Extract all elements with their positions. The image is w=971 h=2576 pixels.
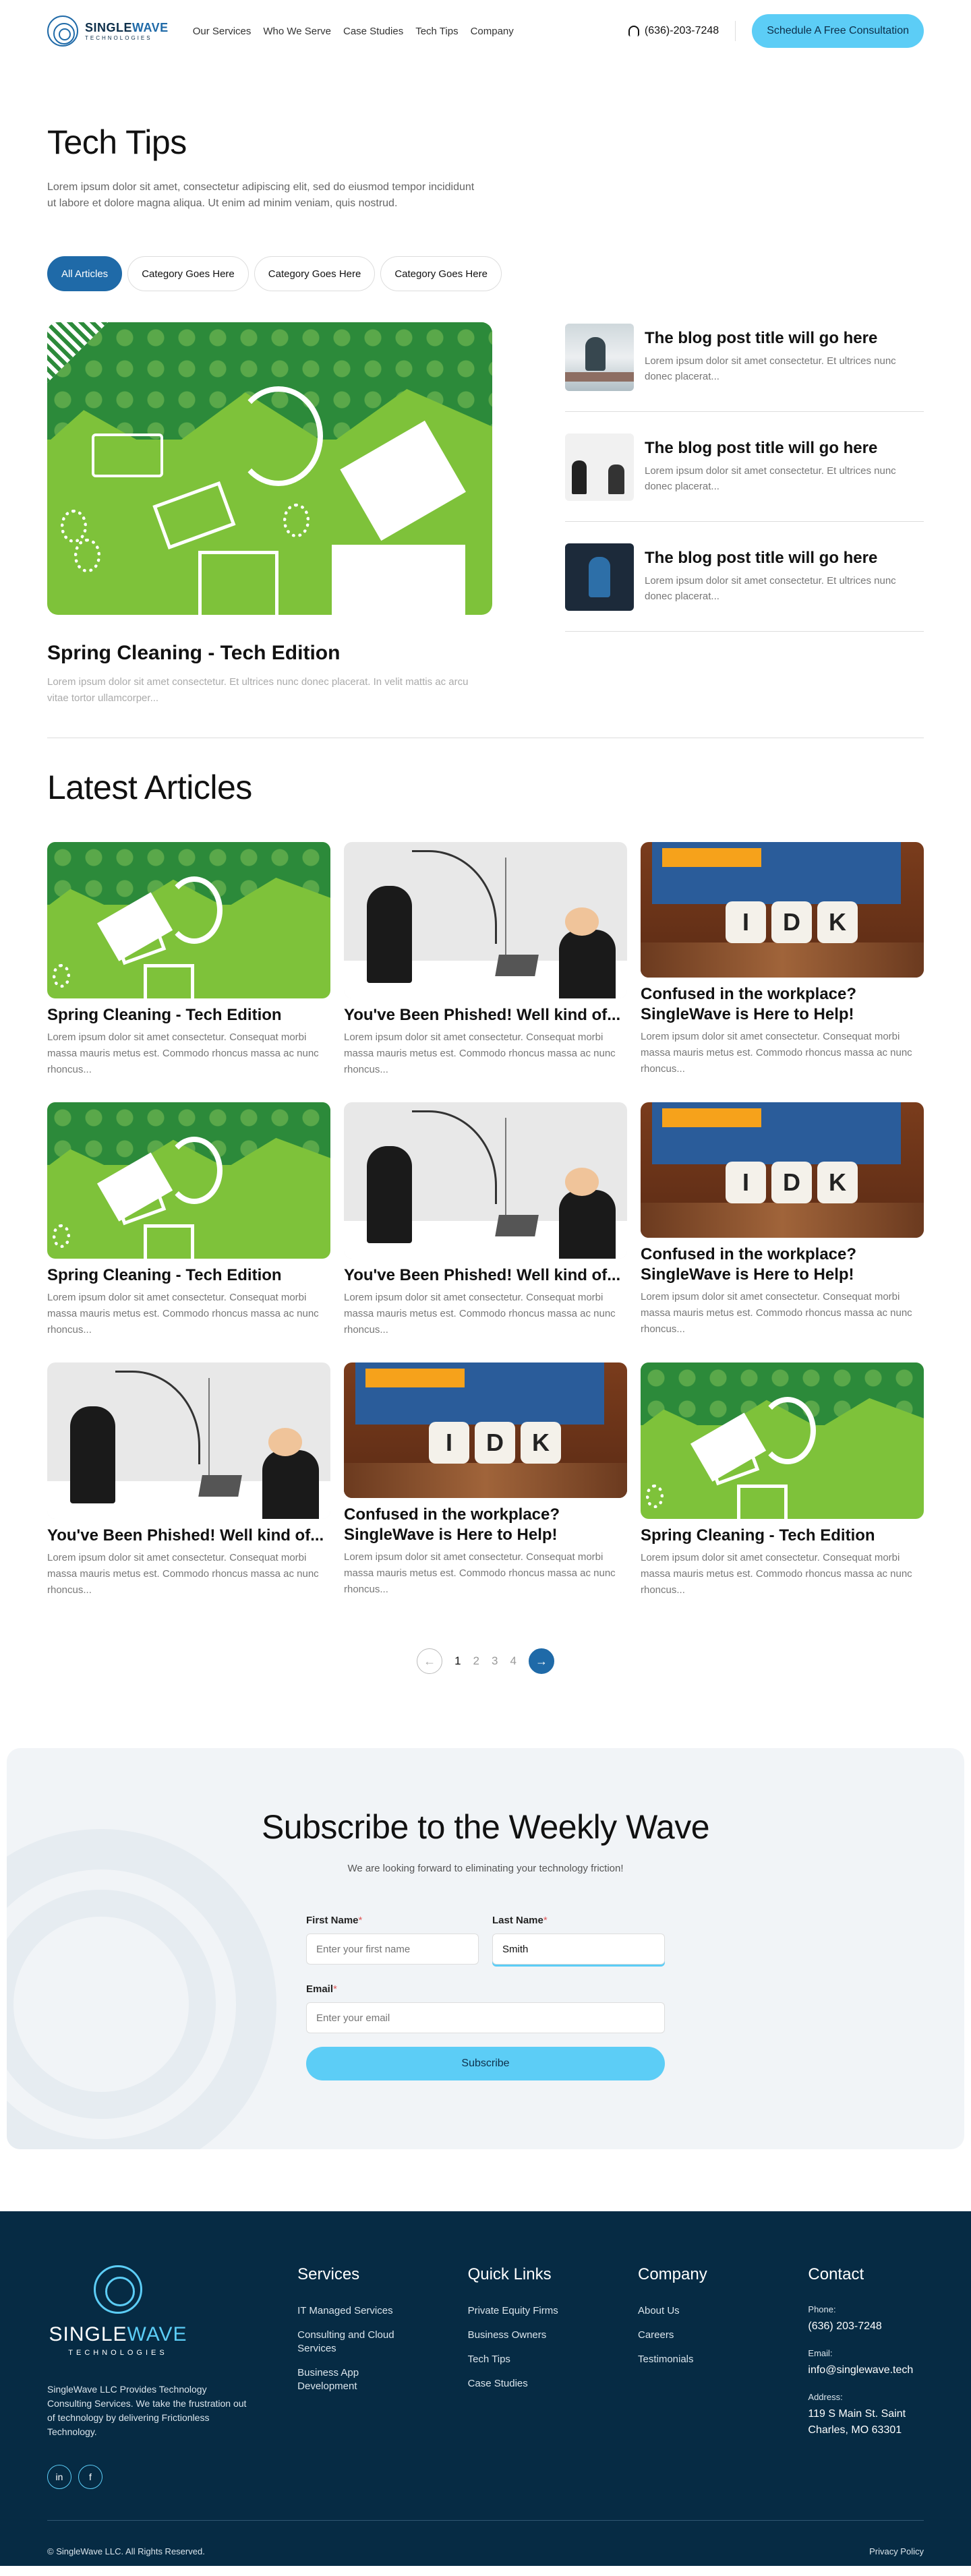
- letter-tile: K: [817, 901, 858, 943]
- article-excerpt: Lorem ipsum dolor sit amet consectetur. Consequat morbi massa mauris metus est. Commodo rhoncus massa ac nunc rhoncus...: [344, 1292, 616, 1336]
- article-card[interactable]: [641, 1362, 924, 1598]
- gear-icon: [283, 504, 310, 537]
- article-excerpt: Lorem ipsum dolor sit amet consectetur. Consequat morbi massa mauris metus est. Commodo rhoncus massa ac nunc rhoncus...: [641, 1291, 912, 1335]
- category-filters: [47, 256, 924, 291]
- footer-heading: Quick Links: [467, 2265, 552, 2283]
- privacy-policy-link[interactable]: Privacy Policy: [869, 2546, 924, 2556]
- main-nav: [193, 26, 628, 37]
- article-card[interactable]: [344, 842, 627, 1078]
- article-image-idk[interactable]: [641, 1102, 924, 1238]
- article-title[interactable]: Confused in the workplace? SingleWave is Here to Help!: [641, 1245, 857, 1284]
- article-title[interactable]: You've Been Phished! Well kind of...: [47, 1526, 324, 1545]
- article-title[interactable]: Spring Cleaning - Tech Edition: [47, 1266, 282, 1284]
- article-title[interactable]: You've Been Phished! Well kind of...: [344, 1006, 621, 1024]
- subscribe-button[interactable]: Subscribe: [306, 2047, 665, 2080]
- trash-bin-icon: [144, 1224, 195, 1259]
- letter-tile: D: [475, 1422, 515, 1464]
- nav-our-services[interactable]: Our Services: [192, 25, 252, 37]
- prev-page-button[interactable]: ←: [417, 1648, 442, 1674]
- footer-link[interactable]: Business App Development: [297, 2367, 359, 2392]
- article-excerpt: Lorem ipsum dolor sit amet consectetur. Consequat morbi massa mauris metus est. Commodo rhoncus massa ac nunc rhoncus...: [47, 1031, 319, 1075]
- page-2[interactable]: 2: [473, 1654, 479, 1667]
- side-post-title[interactable]: The blog post title will go here: [645, 329, 878, 347]
- subscribe-section: [7, 1748, 964, 2149]
- article-image-spring[interactable]: [47, 842, 330, 998]
- featured-post[interactable]: [47, 322, 492, 707]
- filter-category[interactable]: Category Goes Here: [254, 256, 376, 291]
- footer-link[interactable]: Testimonials: [637, 2354, 694, 2365]
- logo-text-main: SINGLE: [85, 20, 133, 34]
- article-card[interactable]: [344, 1102, 627, 1338]
- social-links: [47, 2465, 297, 2489]
- featured-image[interactable]: [47, 322, 492, 615]
- footer-link[interactable]: Business Owners: [467, 2329, 547, 2341]
- nav-who-we-serve[interactable]: Who We Serve: [263, 25, 331, 37]
- article-image-idk[interactable]: [344, 1362, 627, 1498]
- footer-description: SingleWave LLC Provides Technology Consulting Services. We take the frustration out of technology by delivering Frictionless Technology.: [47, 2384, 247, 2437]
- subscribe-subtitle: We are looking forward to eliminating your technology friction!: [347, 1863, 624, 1874]
- footer-logo[interactable]: SINGLEWAVE TECHNOLOGIES: [47, 2265, 189, 2357]
- page-4[interactable]: 4: [510, 1654, 517, 1667]
- article-card[interactable]: [47, 842, 330, 1078]
- letter-tile: K: [521, 1422, 561, 1464]
- article-card[interactable]: [641, 1102, 924, 1338]
- trash-bin-icon: [332, 545, 465, 615]
- article-card[interactable]: [47, 1102, 330, 1338]
- article-title[interactable]: Spring Cleaning - Tech Edition: [47, 1006, 282, 1024]
- trash-bin-icon: [198, 551, 278, 615]
- fishing-rod: [115, 1371, 200, 1464]
- subscribe-title: Subscribe to the Weekly Wave: [261, 1808, 710, 1846]
- footer-link[interactable]: Consulting and Cloud Services: [297, 2329, 394, 2354]
- gear-icon: [646, 1485, 663, 1508]
- article-excerpt: Lorem ipsum dolor sit amet consectetur. Consequat morbi massa mauris metus est. Commodo rhoncus massa ac nunc rhoncus...: [344, 1551, 616, 1595]
- article-excerpt: Lorem ipsum dolor sit amet consectetur. Consequat morbi massa mauris metus est. Commodo rhoncus massa ac nunc rhoncus...: [344, 1031, 616, 1075]
- letter-tile: I: [726, 901, 766, 943]
- nav-tech-tips[interactable]: Tech Tips: [415, 25, 459, 37]
- logo-text-accent: WAVE: [132, 20, 169, 34]
- side-post-title[interactable]: The blog post title will go here: [645, 549, 878, 567]
- side-post-thumbnail[interactable]: [565, 324, 634, 391]
- article-image-spring[interactable]: [47, 1102, 330, 1259]
- footer-link[interactable]: Private Equity Firms: [467, 2305, 558, 2316]
- letter-tile: D: [771, 901, 812, 943]
- recycle-icon: [234, 386, 323, 486]
- letter-tile: I: [726, 1162, 766, 1203]
- recycle-icon: [759, 1397, 816, 1464]
- pagination: [47, 1648, 924, 1674]
- article-card[interactable]: [344, 1362, 627, 1598]
- article-excerpt: Lorem ipsum dolor sit amet consectetur. Consequat morbi massa mauris metus est. Commodo rhoncus massa ac nunc rhoncus...: [47, 1292, 319, 1336]
- page-intro: Lorem ipsum dolor sit amet, consectetur adipiscing elit, sed do eiusmod tempor incididunt ut labore et dolore magna aliqua. Ut enim ad minim veniam, quis nostrud.: [47, 181, 475, 209]
- article-image-spring[interactable]: [641, 1362, 924, 1519]
- hero-section: [47, 62, 924, 1674]
- nav-company[interactable]: Company: [470, 25, 514, 37]
- footer-link[interactable]: About Us: [637, 2305, 680, 2316]
- email-field[interactable]: [306, 2002, 665, 2033]
- article-title[interactable]: Confused in the workplace? SingleWave is Here to Help!: [344, 1505, 560, 1544]
- header-divider: [735, 21, 736, 41]
- filter-category[interactable]: Category Goes Here: [127, 256, 249, 291]
- side-post[interactable]: [565, 432, 924, 522]
- hacker-figure: [367, 886, 412, 983]
- side-posts: [565, 322, 924, 707]
- side-post-excerpt: Lorem ipsum dolor sit amet consectetur. Et ultrices nunc donec placerat...: [645, 355, 896, 382]
- footer-link[interactable]: Careers: [637, 2329, 674, 2341]
- letter-tile: D: [771, 1162, 812, 1203]
- footer-services: [297, 2265, 467, 2489]
- header-phone-number: (636)-203-7248: [644, 25, 719, 36]
- linkedin-icon[interactable]: in: [47, 2465, 71, 2489]
- recycle-icon: [166, 1137, 223, 1204]
- email-label: Email*: [306, 1983, 337, 1995]
- article-image-idk[interactable]: [641, 842, 924, 978]
- article-title[interactable]: Spring Cleaning - Tech Edition: [641, 1526, 875, 1545]
- featured-title[interactable]: Spring Cleaning - Tech Edition: [47, 642, 341, 664]
- trash-bin-icon: [737, 1485, 788, 1519]
- usb-icon: [92, 433, 163, 477]
- page-title: Tech Tips: [47, 123, 187, 161]
- footer-quick-links: [468, 2265, 638, 2489]
- contact-phone[interactable]: (636) 203-7248: [808, 2320, 882, 2332]
- page-1[interactable]: 1: [454, 1654, 461, 1667]
- contact-address-label: Address:: [808, 2392, 843, 2402]
- footer-company: [638, 2265, 808, 2489]
- fishing-rod: [412, 850, 497, 944]
- article-image-phish[interactable]: [344, 1102, 627, 1259]
- first-name-field[interactable]: [306, 1934, 479, 1965]
- headset-icon: [628, 26, 639, 36]
- hacker-figure: [367, 1146, 412, 1243]
- wave-logo-icon: [47, 16, 78, 47]
- article-title[interactable]: Confused in the workplace? SingleWave is Here to Help!: [641, 985, 857, 1023]
- wave-logo-icon: [94, 2265, 142, 2314]
- footer-link[interactable]: Case Studies: [467, 2378, 528, 2389]
- recycle-icon: [166, 876, 223, 944]
- header-phone[interactable]: [628, 25, 719, 37]
- article-image-phish[interactable]: [47, 1362, 330, 1519]
- site-logo[interactable]: [47, 16, 169, 47]
- article-excerpt: Lorem ipsum dolor sit amet consectetur. Consequat morbi massa mauris metus est. Commodo rhoncus massa ac nunc rhoncus...: [47, 1552, 319, 1596]
- facebook-icon[interactable]: f: [78, 2465, 102, 2489]
- side-post-title[interactable]: The blog post title will go here: [645, 439, 878, 457]
- footer-heading: Contact: [808, 2265, 864, 2283]
- laptop-icon: [495, 955, 539, 976]
- article-image-phish[interactable]: [344, 842, 627, 998]
- site-footer: [0, 2211, 971, 2566]
- next-page-button[interactable]: →: [529, 1648, 554, 1674]
- filter-all-articles[interactable]: All Articles: [47, 256, 122, 291]
- site-header: [47, 0, 924, 62]
- articles-grid: [47, 842, 924, 1598]
- side-post[interactable]: [565, 542, 924, 632]
- contact-email-label: Email:: [808, 2348, 833, 2358]
- latest-articles-title: Latest Articles: [47, 769, 252, 806]
- gear-icon: [53, 964, 69, 988]
- side-post-excerpt: Lorem ipsum dolor sit amet consectetur. Et ultrices nunc donec placerat...: [645, 465, 896, 492]
- featured-section: [47, 322, 924, 707]
- footer-link[interactable]: Tech Tips: [467, 2354, 510, 2365]
- side-post-thumbnail[interactable]: [565, 543, 634, 611]
- page-3[interactable]: 3: [492, 1654, 498, 1667]
- filter-category[interactable]: Category Goes Here: [380, 256, 502, 291]
- last-name-field[interactable]: [492, 1934, 665, 1965]
- schedule-consultation-button[interactable]: Schedule A Free Consultation: [752, 14, 924, 48]
- side-post-thumbnail[interactable]: [565, 433, 634, 501]
- letter-tile: K: [817, 1162, 858, 1203]
- logo-subtitle: TECHNOLOGIES: [85, 34, 152, 41]
- gear-icon: [53, 1224, 69, 1248]
- featured-excerpt: Lorem ipsum dolor sit amet consectetur. Et ultrices nunc donec placerat. In velit mattis ac arcu vitae tortor ullamcorper...: [47, 676, 469, 704]
- footer-heading: Services: [297, 2265, 360, 2283]
- footer-heading: Company: [637, 2265, 707, 2283]
- fishing-rod: [412, 1110, 497, 1204]
- gear-icon: [74, 539, 101, 572]
- contact-address: 119 S Main St. Saint Charles, MO 63301: [808, 2408, 906, 2436]
- side-post[interactable]: [565, 322, 924, 412]
- article-card[interactable]: [47, 1362, 330, 1598]
- footer-contact: [808, 2265, 924, 2489]
- gear-icon: [61, 510, 88, 543]
- last-name-label: Last Name*: [492, 1915, 548, 1926]
- article-card[interactable]: [641, 842, 924, 1078]
- article-title[interactable]: You've Been Phished! Well kind of...: [344, 1266, 621, 1284]
- side-post-excerpt: Lorem ipsum dolor sit amet consectetur. Et ultrices nunc donec placerat...: [645, 575, 896, 602]
- contact-phone-label: Phone:: [808, 2304, 836, 2314]
- copyright: © SingleWave LLC. All Rights Reserved.: [47, 2546, 205, 2556]
- contact-email[interactable]: info@singlewave.tech: [808, 2364, 914, 2376]
- nav-case-studies[interactable]: Case Studies: [343, 25, 404, 37]
- first-name-label: First Name*: [306, 1915, 363, 1926]
- laptop-icon: [495, 1215, 539, 1236]
- letter-tile: I: [429, 1422, 469, 1464]
- article-excerpt: Lorem ipsum dolor sit amet consectetur. Consequat morbi massa mauris metus est. Commodo rhoncus massa ac nunc rhoncus...: [641, 1031, 912, 1075]
- laptop-icon: [198, 1475, 242, 1497]
- article-excerpt: Lorem ipsum dolor sit amet consectetur. Consequat morbi massa mauris metus est. Commodo rhoncus massa ac nunc rhoncus...: [641, 1552, 912, 1596]
- trash-bin-icon: [144, 964, 195, 998]
- footer-link[interactable]: IT Managed Services: [297, 2305, 393, 2316]
- hacker-figure: [70, 1406, 115, 1503]
